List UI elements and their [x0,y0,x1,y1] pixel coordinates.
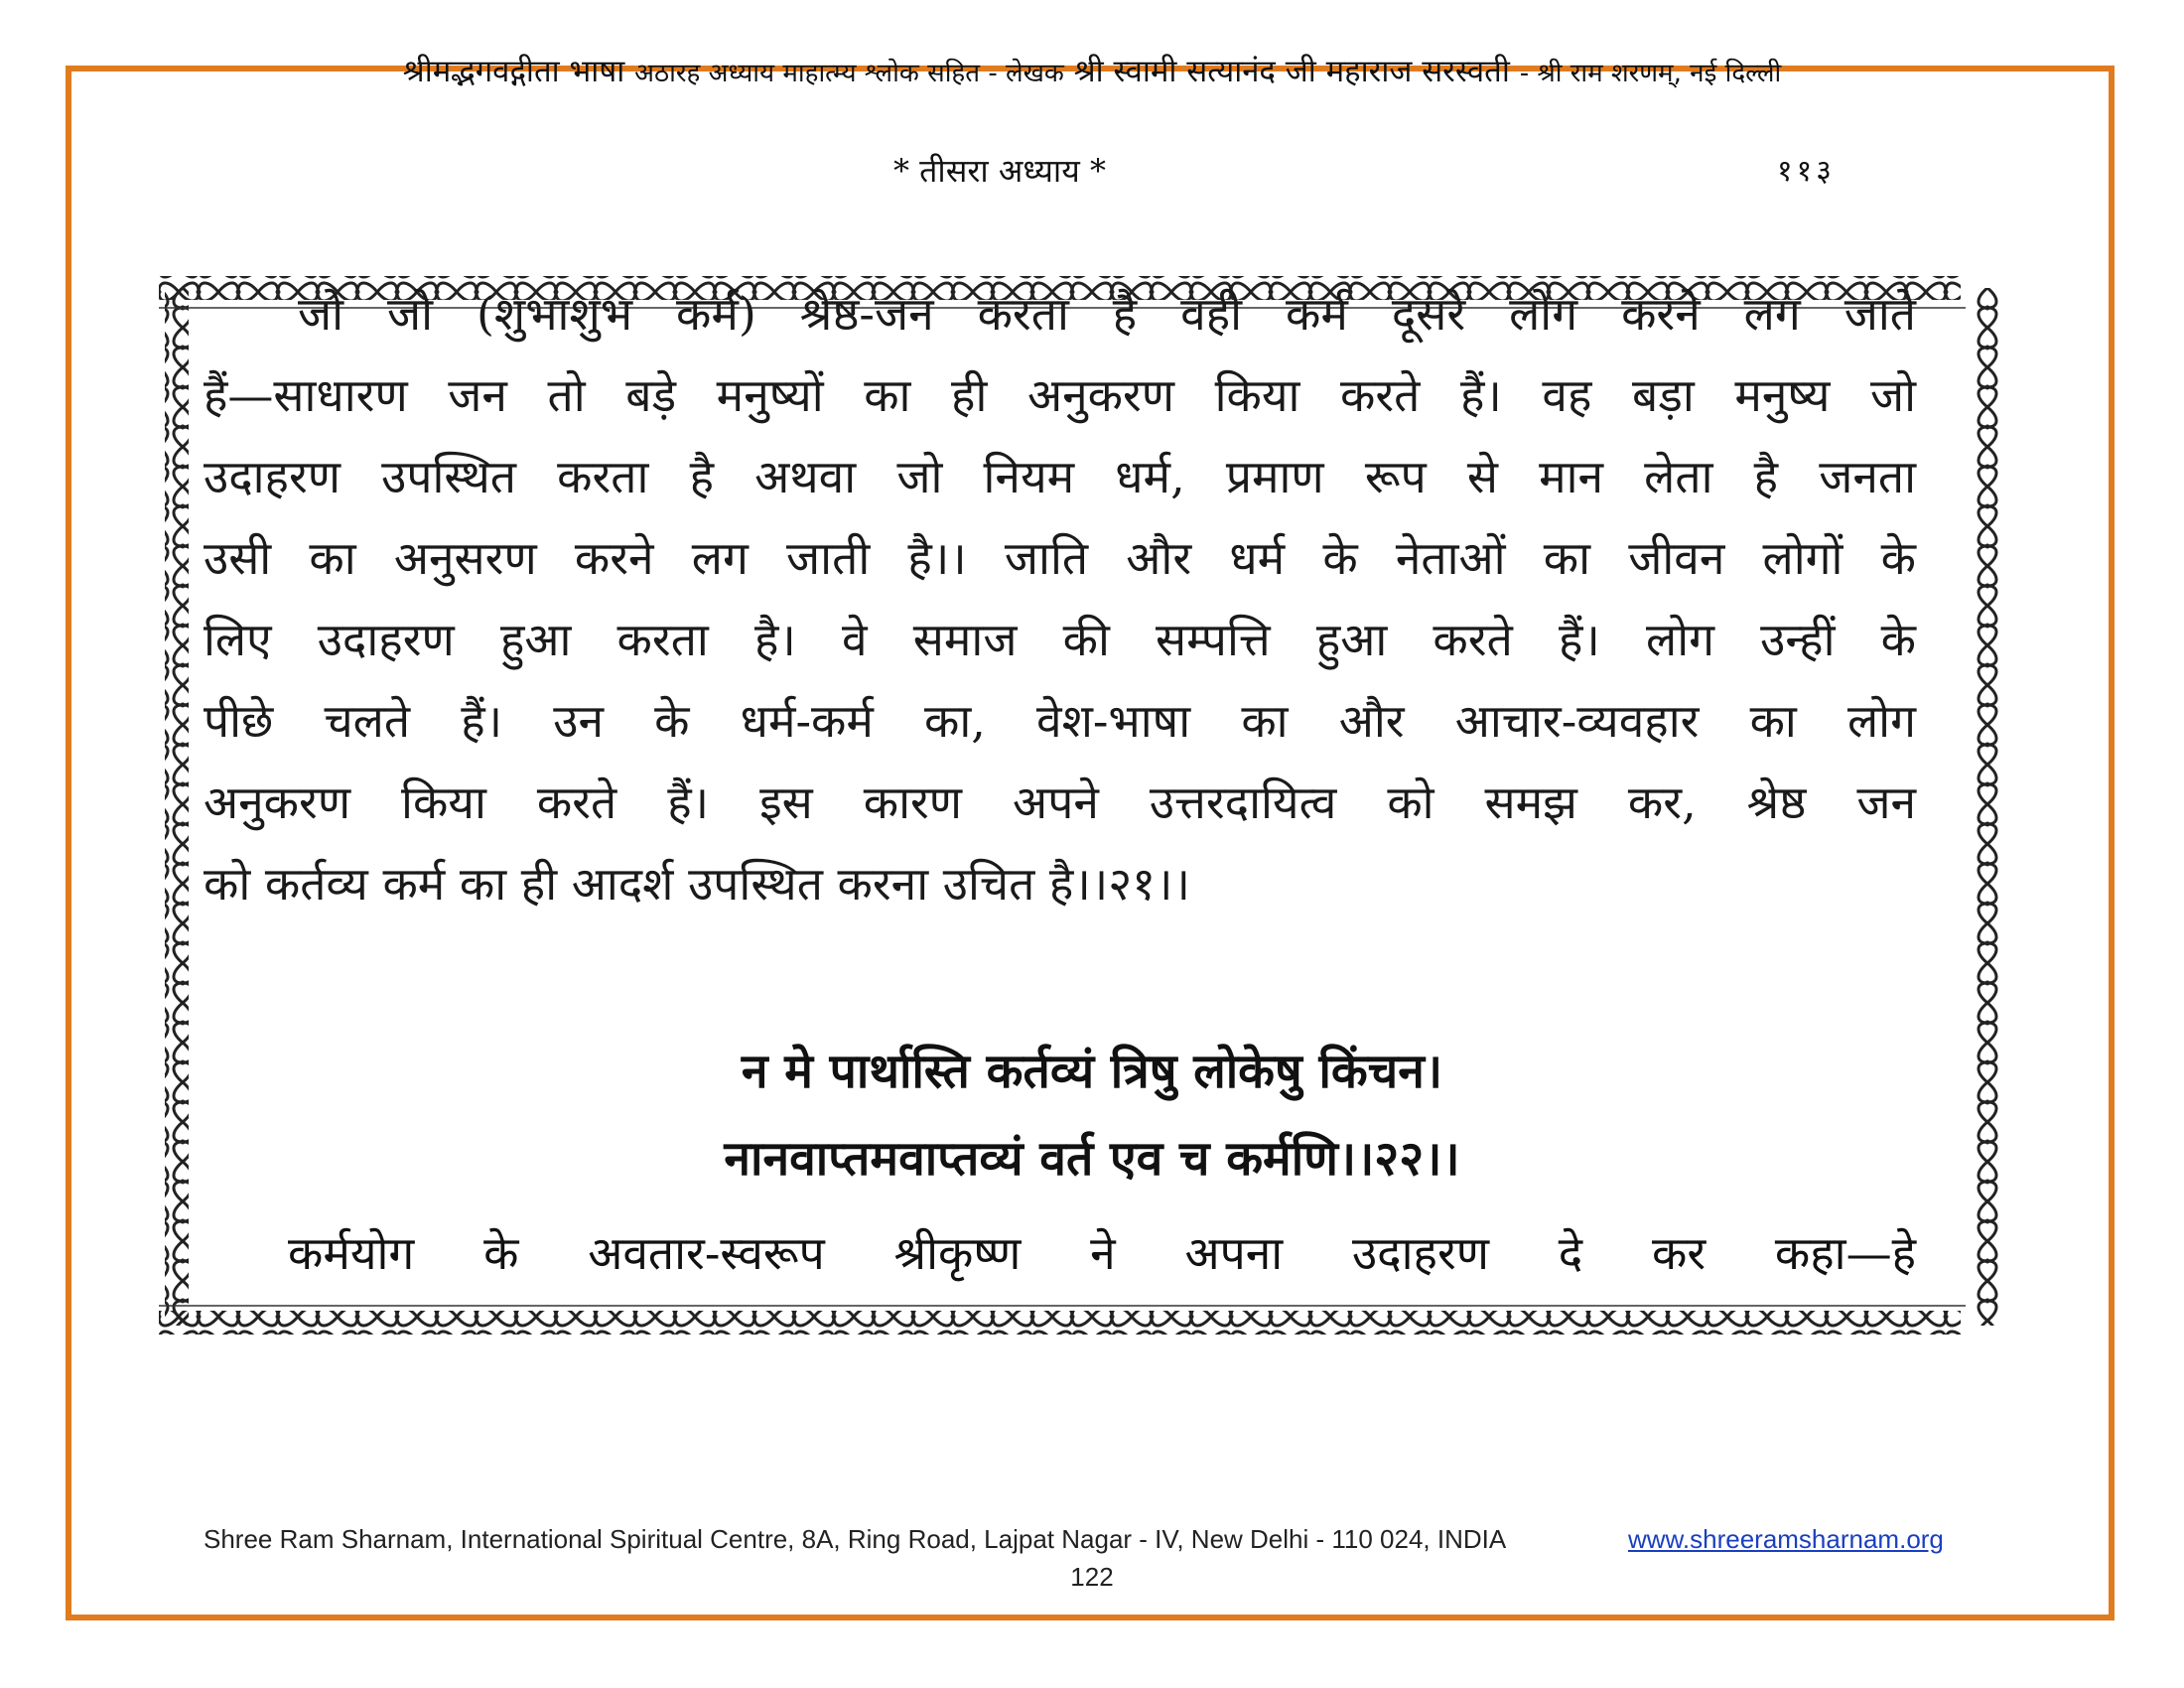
header-author: श्री स्वामी सत्यानंद जी महाराज सरस्वती [1073,54,1510,89]
verse-line: नानवाप्तमवाप्तव्यं वर्त एव च कर्मणि।।२२।। [724,1131,1460,1187]
website-link[interactable]: www.shreeramsharnam.org [1628,1524,1944,1554]
paragraph-line: जो जो (शुभाशुभ कर्म) श्रेष्ठ-जन करता है वही कर्म दूसरे लोग करने लग जाते [298,287,1916,341]
chapter-heading: * तीसरा अध्याय * [893,152,1106,190]
scanned-page-header [0,149,2184,199]
footer-address: Shree Ram Sharnam, International Spiritual Centre, 8A, Ring Road, Lajpat Nagar - IV, New Delhi - 110 024, INDIA [204,1524,1507,1554]
commentary-paragraph [204,273,1916,924]
verse-line: न मे पार्थास्ति कर्तव्यं त्रिषु लोकेषु किंचन। [741,1044,1443,1099]
paragraph-line: उदाहरण उपस्थित करता है अथवा जो नियम धर्म, प्रमाण रूप से मान लेता है जनता [204,450,1916,503]
header-publisher: श्री राम शरणम्, नई दिल्ली [1537,59,1782,88]
paragraph-line: लिए उदाहरण हुआ करता है। वे समाज की सम्पत्ति हुआ करते हैं। लोग उन्हीं के [204,613,1916,666]
paragraph-line: अनुकरण किया करते हैं। इस कारण अपने उत्तरदायित्व को समझ कर, श्रेष्ठ जन [204,775,1916,829]
paragraph-line: उसी का अनुसरण करने लग जाती है।। जाति और धर्म के नेताओं का जीवन लोगों के [204,531,1916,585]
paragraph-line: हैं—साधारण जन तो बड़े मनुष्यों का ही अनुकरण किया करते हैं। वह बड़ा मनुष्य जो [204,368,1916,422]
document-header [60,50,2124,91]
header-subtitle: अठारह अध्याय माहात्म्य श्लोक सहित - लेखक [634,59,1064,88]
header-separator: - [1519,59,1538,88]
paragraph-line: को कर्तव्य कर्म का ही आदर्श उपस्थित करना उचित है।।२१।। [204,857,1190,911]
scanned-page-number: ११३ [1777,154,1836,189]
sanskrit-verse [0,1028,2184,1202]
next-paragraph-line: कर्मयोग के अवतार-स्वरूप श्रीकृष्ण ने अपना उदाहरण दे कर कहा—हे [288,1226,1916,1280]
paragraph-line: पीछे चलते हैं। उन के धर्म-कर्म का, वेश-भाषा का और आचार-व्यवहार का लोग [204,694,1916,748]
border-bottom [159,1311,1961,1335]
header-title: श्रीमद्भगवद्गीता भाषा [402,54,625,89]
footer-page-number: 122 [1070,1562,1114,1592]
